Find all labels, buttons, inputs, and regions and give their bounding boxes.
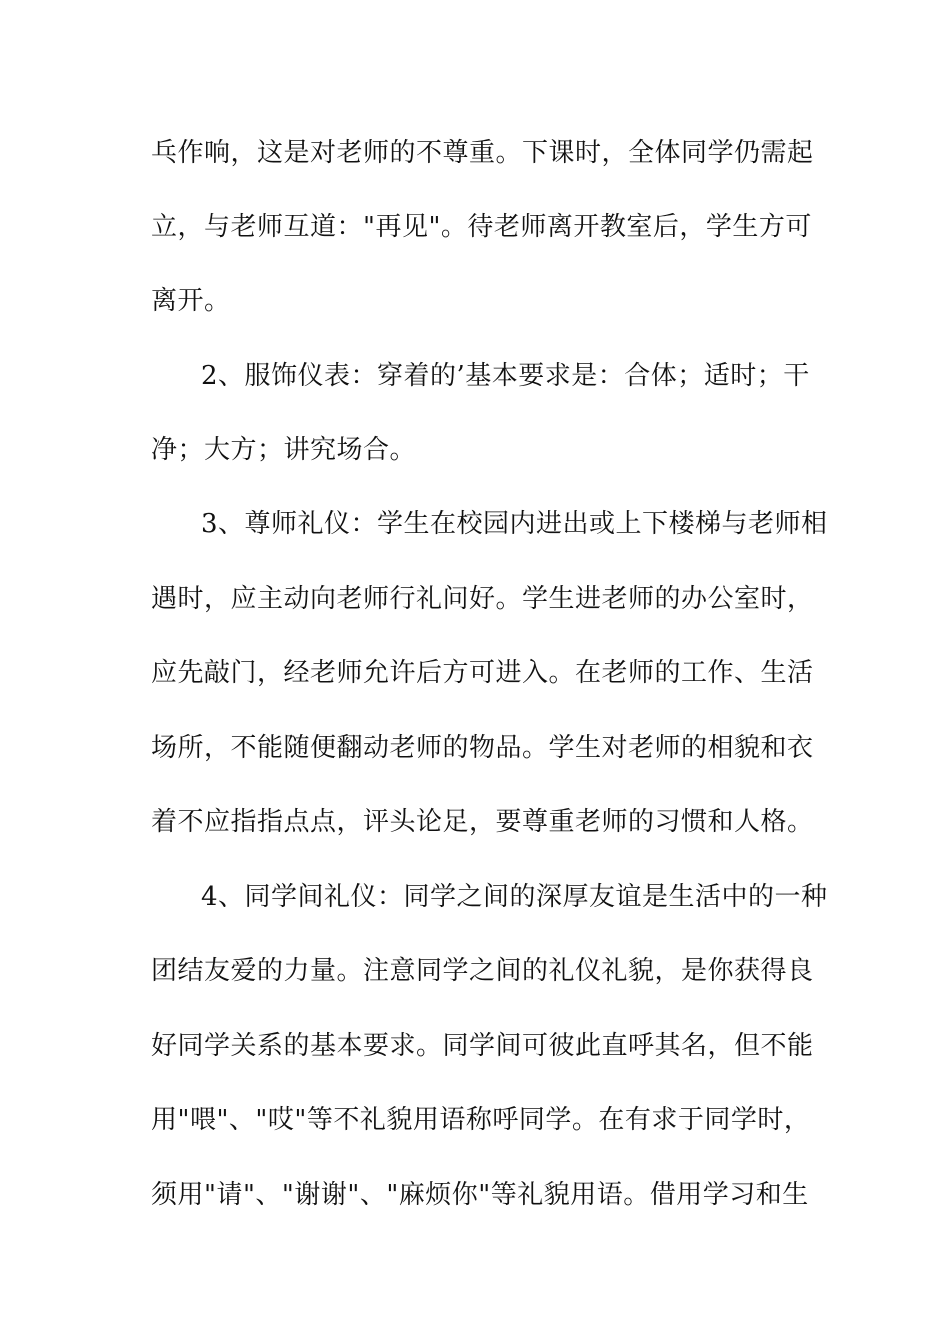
paragraph-start-line: 4、同学间礼仪：同学之间的深厚友谊是生活中的一种 [201, 882, 828, 912]
paragraph-start-line: 2、服饰仪表：穿着的’基本要求是：合体；适时；干 [201, 361, 810, 391]
text-line: 用"喂"、"哎"等不礼貌用语称呼同学。在有求于同学时， [151, 1105, 811, 1135]
text-line: 场所，不能随便翻动老师的物品。学生对老师的相貌和衣 [151, 733, 814, 763]
paragraph-start-line: 3、尊师礼仪：学生在校园内进出或上下楼梯与老师相 [201, 509, 828, 539]
text-line: 遇时，应主动向老师行礼问好。学生进老师的办公室时， [151, 584, 814, 614]
text-line: 乓作响，这是对老师的不尊重。下课时，全体同学仍需起 [151, 138, 814, 168]
text-line: 应先敲门，经老师允许后方可进入。在老师的工作、生活 [151, 658, 814, 688]
text-line: 团结友爱的力量。注意同学之间的礼仪礼貌，是你获得良 [151, 956, 814, 986]
text-line: 净；大方；讲究场合。 [151, 435, 417, 465]
text-line: 着不应指指点点，评头论足，要尊重老师的习惯和人格。 [151, 807, 814, 837]
text-line: 须用"请"、"谢谢"、"麻烦你"等礼貌用语。借用学习和生 [151, 1180, 809, 1210]
text-line: 立，与老师互道："再见"。待老师离开教室后，学生方可 [151, 212, 812, 242]
text-line: 离开。 [151, 286, 231, 316]
text-line: 好同学关系的基本要求。同学间可彼此直呼其名，但不能 [151, 1031, 814, 1061]
